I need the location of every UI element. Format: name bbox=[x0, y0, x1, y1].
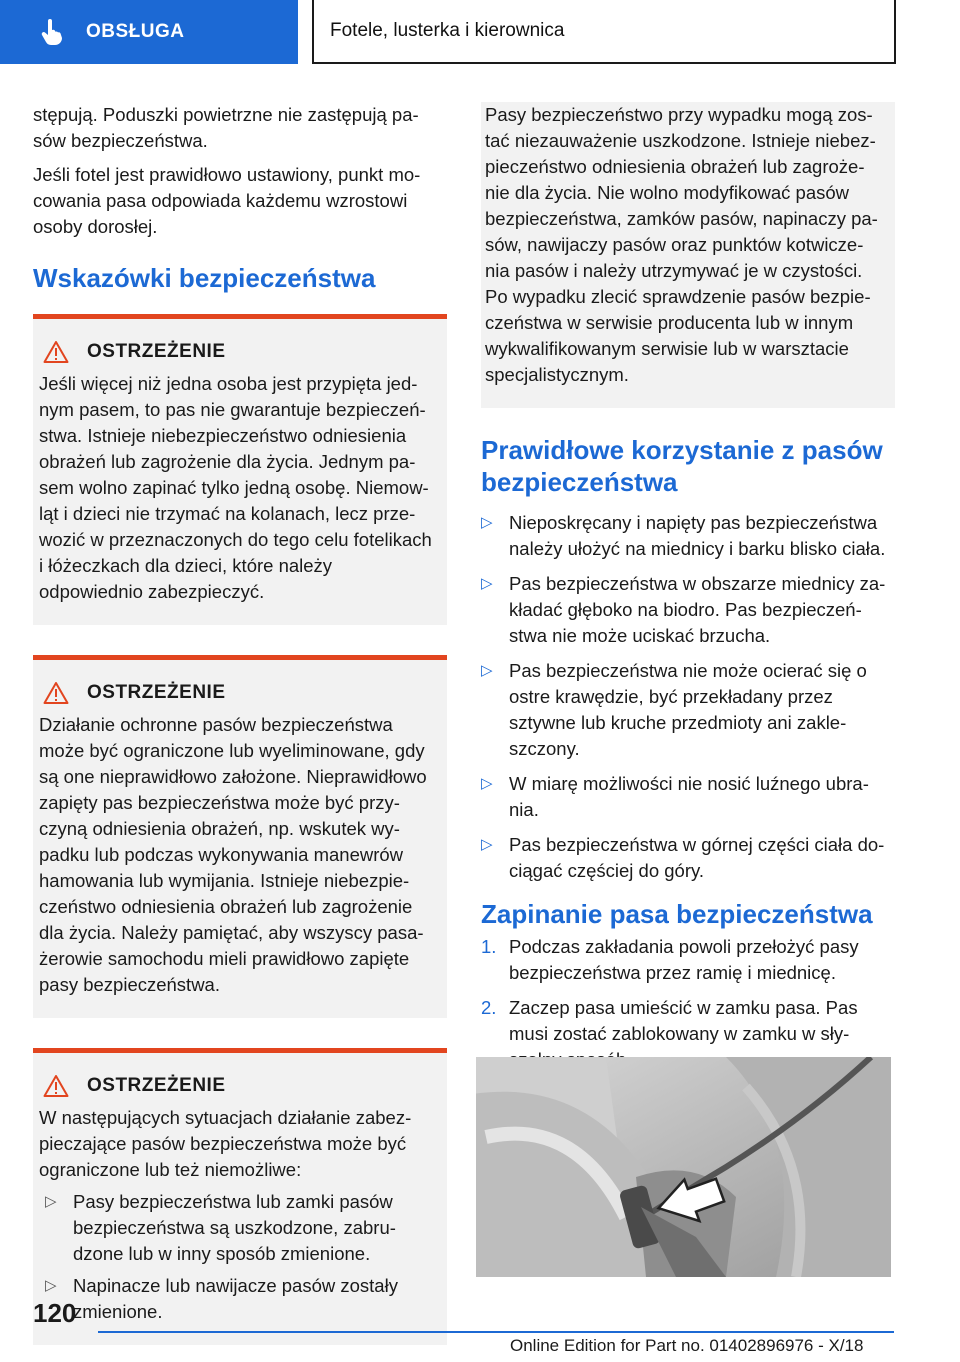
warning-box bbox=[33, 655, 447, 1018]
warning-text: Pasy bezpieczeństwo przy wypadku mogą zos-tać niezauważenie uszkodzone. Istnieje niebez-pieczeństwo odniesienia obrażeń lub zagroże-nie dla życia. Nie wolno modyfikować pasów bezpieczeństwa, zamków pasów, napinaczy pa-sów, nawijaczy pasów oraz punktów kotwicze-nia pasów i należy utrzymywać je w czystości. Po wypadku zlecić sprawdzenie pasów bezpie-czeństwa w serwisie producenta lub w innym wykwalifikowanym serwisie lub w warsztacie specjalistycznym. bbox=[485, 104, 878, 385]
chapter-tab-label: OBSŁUGA bbox=[86, 21, 185, 42]
paragraph: stępują. Poduszki powietrzne nie zastępują pa-sów bezpieczeństwa. bbox=[33, 104, 419, 151]
warning-box bbox=[33, 1048, 447, 1345]
warning-title: OSTRZEŻENIE bbox=[87, 682, 226, 703]
list-item: ▷ Nieposkręcany i napięty pas bezpieczeństwa należy ułożyć na miednicy i barku blisko ciała. bbox=[481, 512, 886, 559]
list-item: ▷ Pasy bezpieczeństwa lub zamki pasów bezpieczeństwa są uszkodzone, zabru-dzone lub w inny sposób zmienione. bbox=[45, 1191, 396, 1264]
warning-title: OSTRZEŻENIE bbox=[87, 1075, 226, 1096]
bullet-list bbox=[481, 510, 895, 884]
step-number: 2. bbox=[481, 997, 497, 1018]
footer-text: Online Edition for Part no. 01402896976 - X/18 bbox=[510, 1336, 864, 1355]
warning-box bbox=[33, 314, 447, 625]
bullet-marker: ▷ bbox=[481, 662, 493, 679]
chapter-tab[interactable] bbox=[0, 0, 298, 64]
list-item: ▷ Pas bezpieczeństwa nie może ocierać się o ostre krawędzie, być przekładany przez sztywne lub kruche przedmioty ani zakle-szczony. bbox=[481, 660, 867, 759]
bullet-marker: ▷ bbox=[481, 514, 493, 531]
bullet-marker: ▷ bbox=[45, 1193, 57, 1210]
warning-bullet-list bbox=[39, 1189, 437, 1325]
warning-text: Jeśli więcej niż jedna osoba jest przypięta jed-nym pasem, to pas nie gwarantuje bezpieczeń-stwa. Istnieje niebezpieczeństwo odniesienia obrażeń lub zagrożenie dla życia. Jednym pa-sem wolno zapinać tylko jedną osobę. Niemow-ląt i dzieci nie trzymać na kolanach, lecz prze-wozić w przeznaczonych do tego celu fotelikach i łóżeczkach dla dzieci, które należy odpowiednio zabezpieczyć. bbox=[39, 373, 432, 602]
paragraph: Jeśli fotel jest prawidłowo ustawiony, punkt mo-cowania pasa odpowiada każdemu wzrostowi osoby dorosłej. bbox=[33, 164, 421, 237]
numbered-list bbox=[481, 934, 895, 1073]
warning-text: W następujących sytuacjach działanie zabez-pieczające pasów bezpieczeństwa może być ograniczone lub też niemożliwe: bbox=[39, 1107, 412, 1180]
hand-pointer-icon bbox=[38, 18, 66, 46]
section-heading: Wskazówki bezpieczeństwa bbox=[33, 263, 376, 293]
list-item: ▷ Pas bezpieczeństwa w górnej części ciała do-ciągać częściej do góry. bbox=[481, 834, 885, 881]
left-column bbox=[33, 102, 447, 1345]
footer-divider bbox=[98, 1331, 894, 1333]
bullet-marker: ▷ bbox=[481, 836, 493, 853]
list-item: 2. Zaczep pasa umieścić w zamku pasa. Pas musi zostać zablokowany w zamku w sły- bbox=[481, 997, 858, 1044]
section-heading: Prawidłowe korzystanie z pasów bezpieczeństwa bbox=[481, 435, 883, 497]
page-number: 120 bbox=[33, 1298, 77, 1328]
right-column bbox=[481, 102, 895, 1082]
warning-triangle-icon bbox=[43, 681, 69, 705]
warning-continuation-box bbox=[481, 102, 895, 408]
warning-title: OSTRZEŻENIE bbox=[87, 341, 226, 362]
step-number: 1. bbox=[481, 936, 497, 957]
bullet-marker: ▷ bbox=[45, 1277, 57, 1294]
list-item: 1. Podczas zakładania powoli przełożyć pasy bezpieczeństwa przez ramię i miednicę. bbox=[481, 936, 859, 983]
list-item: ▷ Napinacze lub nawijacze pasów zostały zmienione. bbox=[45, 1275, 398, 1322]
list-item: ▷ Pas bezpieczeństwa w obszarze miednicy za-kładać głęboko na biodro. Pas bezpieczeń-stwa nie może uciskać brzucha. bbox=[481, 573, 886, 646]
list-item: ▷ W miarę możliwości nie nosić luźnego ubra-nia. bbox=[481, 773, 869, 820]
bullet-marker: ▷ bbox=[481, 775, 493, 792]
warning-text: Działanie ochronne pasów bezpieczeństwa może być ograniczone lub wyeliminowane, gdy są one nieprawidłowo założone. Nieprawidłowo zapięty pas bezpieczeństwa może być przy-czyną odniesienia obrażeń, np. wskutek wy-padku lub podczas wykonywania manewrów hamowania lub wymijania. Istnieje niebezpie-czeństwo odniesienia obrażeń lub zagrożenie dla życia. Należy pamiętać, aby wszyscy pasa-żerowie samochodu mieli prawidłowo zapięte pasy bezpieczeństwa. bbox=[39, 714, 427, 995]
warning-triangle-icon bbox=[43, 340, 69, 364]
warning-triangle-icon bbox=[43, 1074, 69, 1098]
seat-belt-buckle-illustration bbox=[476, 1057, 891, 1277]
bullet-marker: ▷ bbox=[481, 575, 493, 592]
section-title: Fotele, lusterka i kierownica bbox=[312, 0, 896, 64]
section-heading: Zapinanie pasa bezpieczeństwa bbox=[481, 899, 873, 929]
